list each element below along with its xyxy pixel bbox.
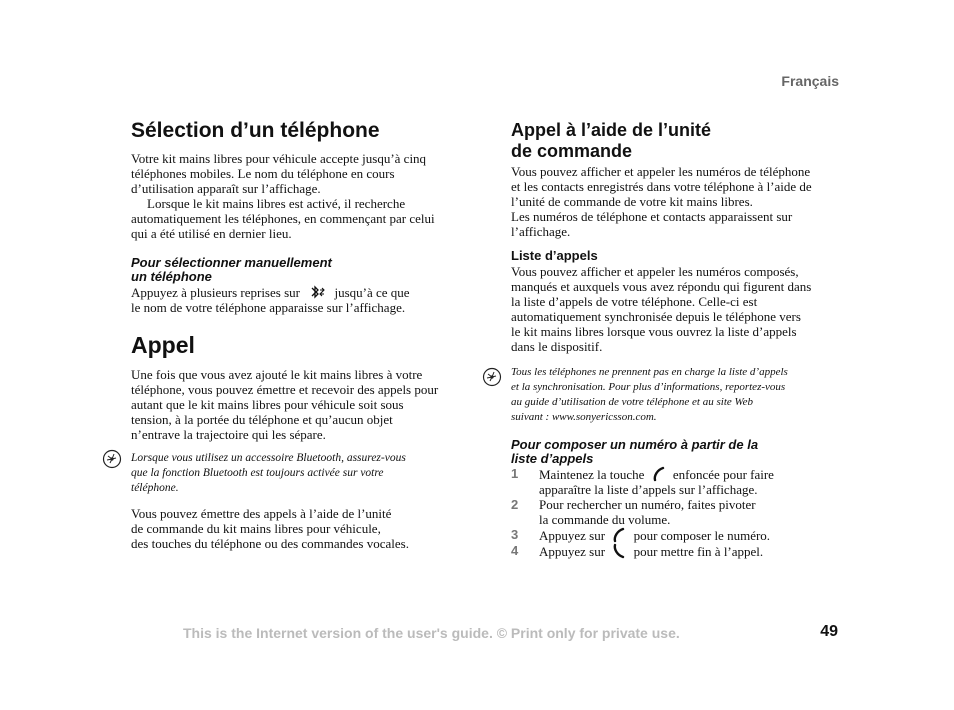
call-list-paragraph: Vous pouvez afficher et appeler les numéros composés, manqués et auxquels vous avez répondu qui figurent dans la liste d’appels de votre téléphone. Celle-ci est automatiquement synchronisée depuis le téléphone vers le kit mains libres lorsque vous ouvrez la liste d’appels dans le dispositif. bbox=[511, 264, 812, 354]
tip-icon bbox=[102, 449, 122, 469]
call-paragraph: Une fois que vous avez ajouté le kit mains libres à votre téléphone, vous pouvez émettre et recevoir des appels pour autant que le kit mains libres pour véhicule soit sous tension, à la portée du téléphone et qu’aucun objet n’entrave la trajectoire qui les sépare. bbox=[131, 367, 439, 442]
left-column bbox=[131, 118, 461, 551]
phone-selection-paragraph-2: Lorsque le kit mains libres est activé, il recherche automatiquement les téléphones, en commençant par celui qui a été utilisé en dernier lieu. bbox=[131, 196, 435, 241]
dial-procedure-heading: Pour composer un numéro à partir de la liste d’appels bbox=[511, 437, 759, 466]
list-item: 2 Pour rechercher un numéro, faites pivoter la commande du volume. bbox=[511, 497, 756, 527]
call-paragraph-2: Vous pouvez émettre des appels à l’aide de l’unité de commande du kit mains libres pour véhicule, des touches du téléphone ou des commandes vocales. bbox=[131, 506, 409, 551]
manual-selection-heading: Pour sélectionner manuellement un téléphone bbox=[131, 255, 332, 284]
section-title-phone-selection: Sélection d’un téléphone bbox=[131, 119, 380, 142]
list-item: 4 Appuyez sur pour mettre fin à l’appel. bbox=[511, 543, 764, 559]
list-item: 3 Appuyez sur pour composer le numéro. bbox=[511, 527, 771, 543]
phone-selection-paragraph-1: Votre kit mains libres pour véhicule accepte jusqu’à cinq téléphones mobiles. Le nom du téléphone en cours d’utilisation apparaît sur l’affichage. bbox=[131, 151, 427, 196]
dial-steps-list bbox=[511, 466, 841, 559]
sync-note: Tous les téléphones ne prennent pas en charge la liste d’appels et la synchronisation. Pour plus d’informations, reportez-vous au guide d’utilisation de votre téléphone et au site Web suivant : www.sonyericsson.com. bbox=[511, 366, 788, 423]
bluetooth-note: Lorsque vous utilisez un accessoire Bluetooth, assurez-vous que la fonction Bluetooth est toujours activée sur votre téléphone. bbox=[131, 452, 406, 494]
call-key-icon bbox=[652, 466, 666, 482]
end-call-key-icon bbox=[612, 543, 626, 559]
tip-icon bbox=[482, 367, 502, 387]
page-number: 49 bbox=[820, 623, 838, 640]
section-title-control-unit-call: Appel à l’aide de l’unité de commande bbox=[511, 120, 712, 161]
section-title-call: Appel bbox=[131, 332, 195, 358]
manual-selection-text: Appuyez à plusieurs reprises sur jusqu’à ce que le nom de votre téléphone apparaisse sur l’affichage. bbox=[131, 285, 410, 315]
list-item: 1 Maintenez la touche enfoncée pour faire apparaître la liste d’appels sur l’affichage. bbox=[511, 466, 774, 497]
bluetooth-switch-icon bbox=[307, 284, 327, 300]
language-label: Français bbox=[781, 73, 839, 89]
control-unit-paragraph: Vous pouvez afficher et appeler les numéros de téléphone et les contacts enregistrés dans votre téléphone à l’aide de l’unité de commande de votre kit mains libres. Les numéros de téléphone et contacts apparaissent sur l’affichage. bbox=[511, 164, 812, 239]
right-column bbox=[511, 120, 841, 559]
footer-notice: This is the Internet version of the user's guide. © Print only for private use. bbox=[183, 625, 680, 641]
call-key-icon bbox=[612, 527, 626, 543]
call-list-heading: Liste d’appels bbox=[511, 248, 598, 263]
